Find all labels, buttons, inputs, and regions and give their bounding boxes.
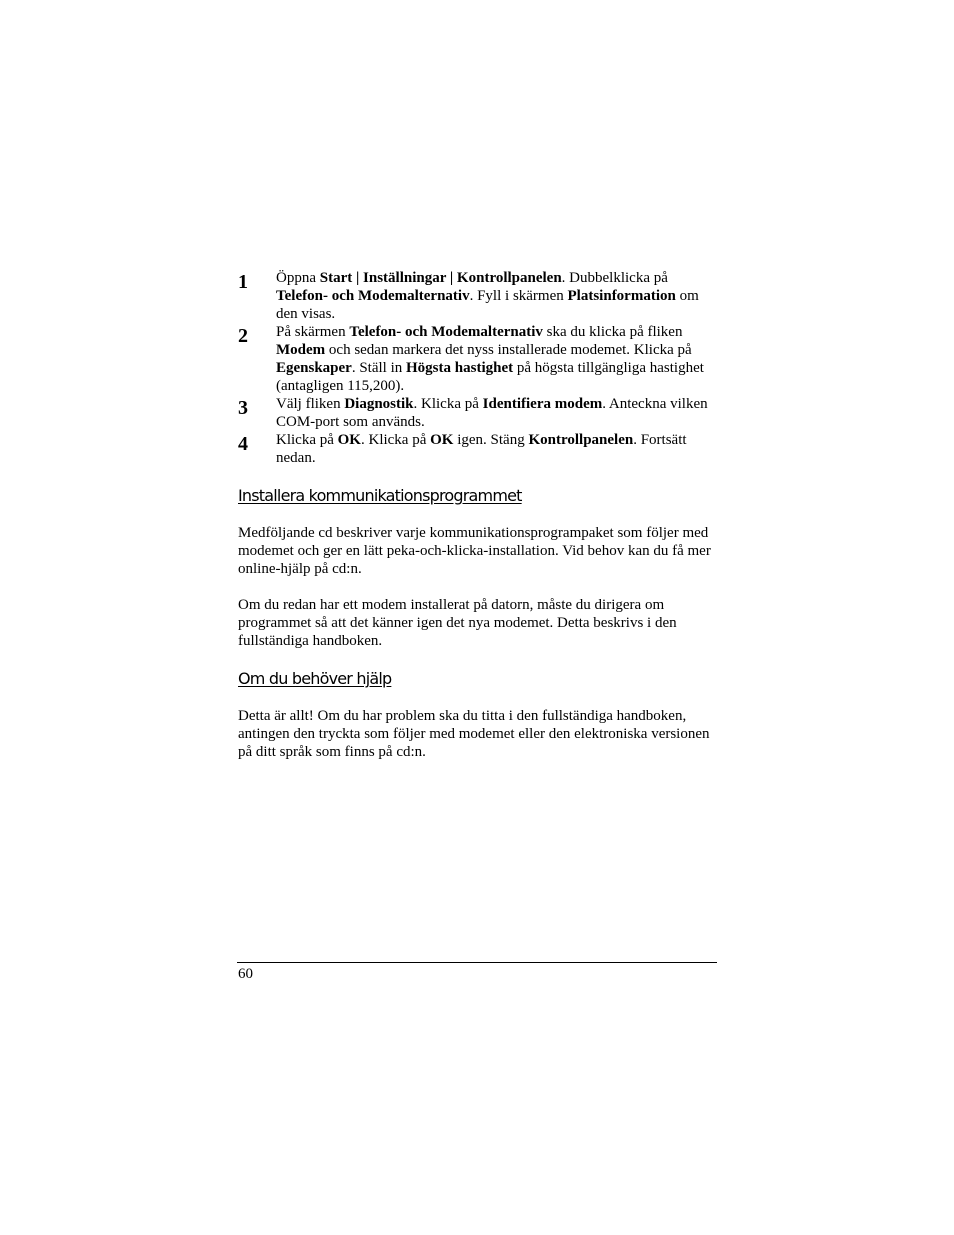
- bold-term: Telefon- och Modemalternativ: [349, 324, 543, 340]
- step-text: [276, 323, 708, 395]
- bold-term: Diagnostik: [344, 396, 414, 412]
- paragraph-help: Detta är allt! Om du har problem ska du titta i den fullständiga handboken, antingen den tryckta som följer med modemet eller den elektroniska versionen på ditt språk som finns på cd:n.: [238, 708, 710, 760]
- installation-steps: [238, 269, 708, 467]
- text-run: och sedan markera det nyss installerade modemet. Klicka på: [325, 342, 692, 358]
- step-number: 4: [238, 433, 248, 455]
- footer-divider: [237, 962, 717, 963]
- text-run: . Klicka på: [413, 396, 483, 412]
- paragraph-redirect-program: Om du redan har ett modem installerat på datorn, måste du dirigera om programmet så att det känner igen det nya modemet. Detta beskrivs i den fullständiga handboken.: [238, 597, 677, 649]
- bold-term: Start | Inställningar | Kontrollpanelen: [319, 270, 562, 286]
- text-run: Klicka på: [276, 432, 338, 448]
- text-run: igen. Stäng: [453, 432, 529, 448]
- text-run: . Klicka på: [360, 432, 431, 448]
- paragraph-install-software: Medföljande cd beskriver varje kommunikationsprogrampaket som följer med modemet och ger en lätt peka-och-klicka-installation. Vid behov kan du få mer online-hjälp på cd:n.: [238, 525, 711, 577]
- step-number: 1: [238, 271, 248, 293]
- text-run: om den visas.: [276, 288, 699, 322]
- step-2: [238, 323, 708, 395]
- text-run: Välj fliken: [276, 396, 345, 412]
- text-run: Öppna: [276, 270, 320, 286]
- text-run: . Anteckna vilken COM-port som används.: [276, 396, 708, 430]
- text-run: . Fyll i skärmen: [469, 288, 568, 304]
- step-number: 3: [238, 397, 248, 419]
- step-4: [238, 431, 708, 467]
- step-text: [276, 269, 708, 323]
- bold-term: Kontrollpanelen: [528, 432, 634, 448]
- text-run: . Fortsätt nedan.: [276, 432, 687, 466]
- page-number: 60: [238, 966, 253, 982]
- bold-term: Platsinformation: [567, 288, 676, 304]
- step-1: [238, 269, 708, 323]
- bold-term: Högsta hastighet: [406, 360, 514, 376]
- bold-term: Egenskaper: [276, 360, 352, 376]
- bold-term: Identifiera modem: [482, 396, 603, 412]
- text-run: på högsta tillgängliga hastighet (antagligen 115,200).: [276, 360, 704, 394]
- section-heading-help: Om du behöver hjälp: [238, 669, 392, 688]
- bold-term: OK: [430, 432, 454, 448]
- bold-term: Modem: [276, 342, 326, 358]
- step-number: 2: [238, 325, 248, 347]
- text-run: . Ställ in: [351, 360, 407, 376]
- text-run: . Dubbelklicka på: [561, 270, 668, 286]
- bold-term: OK: [337, 432, 361, 448]
- text-run: På skärmen: [276, 324, 350, 340]
- section-heading-install-software: Installera kommunikationsprogrammet: [238, 486, 522, 505]
- bold-term: Telefon- och Modemalternativ: [276, 288, 470, 304]
- step-text: [276, 395, 708, 431]
- step-3: [238, 395, 708, 431]
- step-text: [276, 431, 708, 467]
- text-run: ska du klicka på fliken: [542, 324, 683, 340]
